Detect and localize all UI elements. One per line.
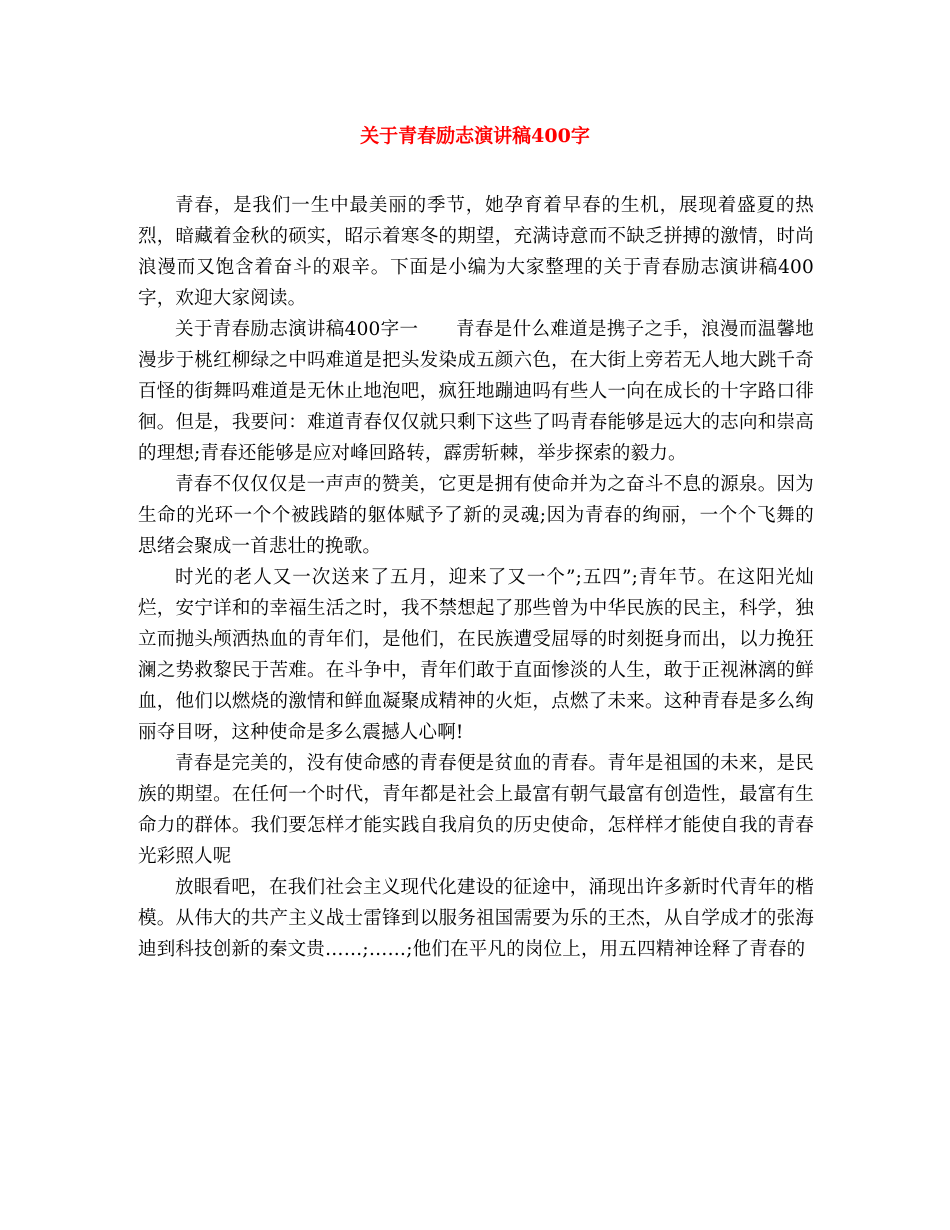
document-body [138, 190, 814, 965]
paragraph: 青春不仅仅仅是一声声的赞美，它更是拥有使命并为之奋斗不息的源泉。因为生命的光环一个个被践踏的躯体赋予了新的灵魂;因为青春的绚丽，一个个飞舞的思绪会聚成一首悲壮的挽歌。 [138, 474, 814, 557]
paragraph: 时光的老人又一次送来了五月，迎来了又一个”;五四”;青年节。在这阳光灿烂，安宁详和的幸福生活之时，我不禁想起了那些曾为中华民族的民主，科学，独立而抛头颅洒热血的青年们，是他们，在民族遭受屈辱的时刻挺身而出，以力挽狂澜之势救黎民于苦难。在斗争中，青年们敢于直面惨淡的人生，敢于正视淋漓的鲜血，他们以燃烧的激情和鲜血凝聚成精神的火炬，点燃了未来。这种青春是多么绚丽夺目呀，这种使命是多么震撼人心啊! [138, 567, 814, 743]
paragraph: 放眼看吧，在我们社会主义现代化建设的征途中，涌现出许多新时代青年的楷模。从伟大的共产主义战士雷锋到以服务祖国需要为乐的王杰，从自学成才的张海迪到科技创新的秦文贵……;……;他们在平凡的岗位上，用五四精神诠释了青春的 [138, 877, 814, 960]
paragraph: 青春是完美的，没有使命感的青春便是贫血的青春。青年是祖国的未来，是民族的期望。在任何一个时代，青年都是社会上最富有朝气最富有创造性，最富有生命力的群体。我们要怎样才能实践自我肩负的历史使命，怎样样才能使自我的青春光彩照人呢 [138, 753, 814, 867]
paragraph: 青春，是我们一生中最美丽的季节，她孕育着早春的生机，展现着盛夏的热烈，暗藏着金秋的硕实，昭示着寒冬的期望，充满诗意而不缺乏拼搏的激情，时尚浪漫而又饱含着奋斗的艰辛。下面是小编为大家整理的关于青春励志演讲稿400字，欢迎大家阅读。 [138, 195, 814, 309]
document-title: 关于青春励志演讲稿400字 [360, 125, 590, 147]
paragraph: 关于青春励志演讲稿400字一 青春是什么难道是携子之手，浪漫而温馨地漫步于桃红柳绿之中吗难道是把头发染成五颜六色，在大街上旁若无人地大跳千奇百怪的街舞吗难道是无休止地泡吧，疯狂地蹦迪吗有些人一向在成长的十字路口徘徊。但是，我要问：难道青春仅仅就只剩下这些了吗青春能够是远大的志向和崇高的理想;青春还能够是应对峰回路转，霹雳斩棘，举步探索的毅力。 [138, 319, 814, 464]
